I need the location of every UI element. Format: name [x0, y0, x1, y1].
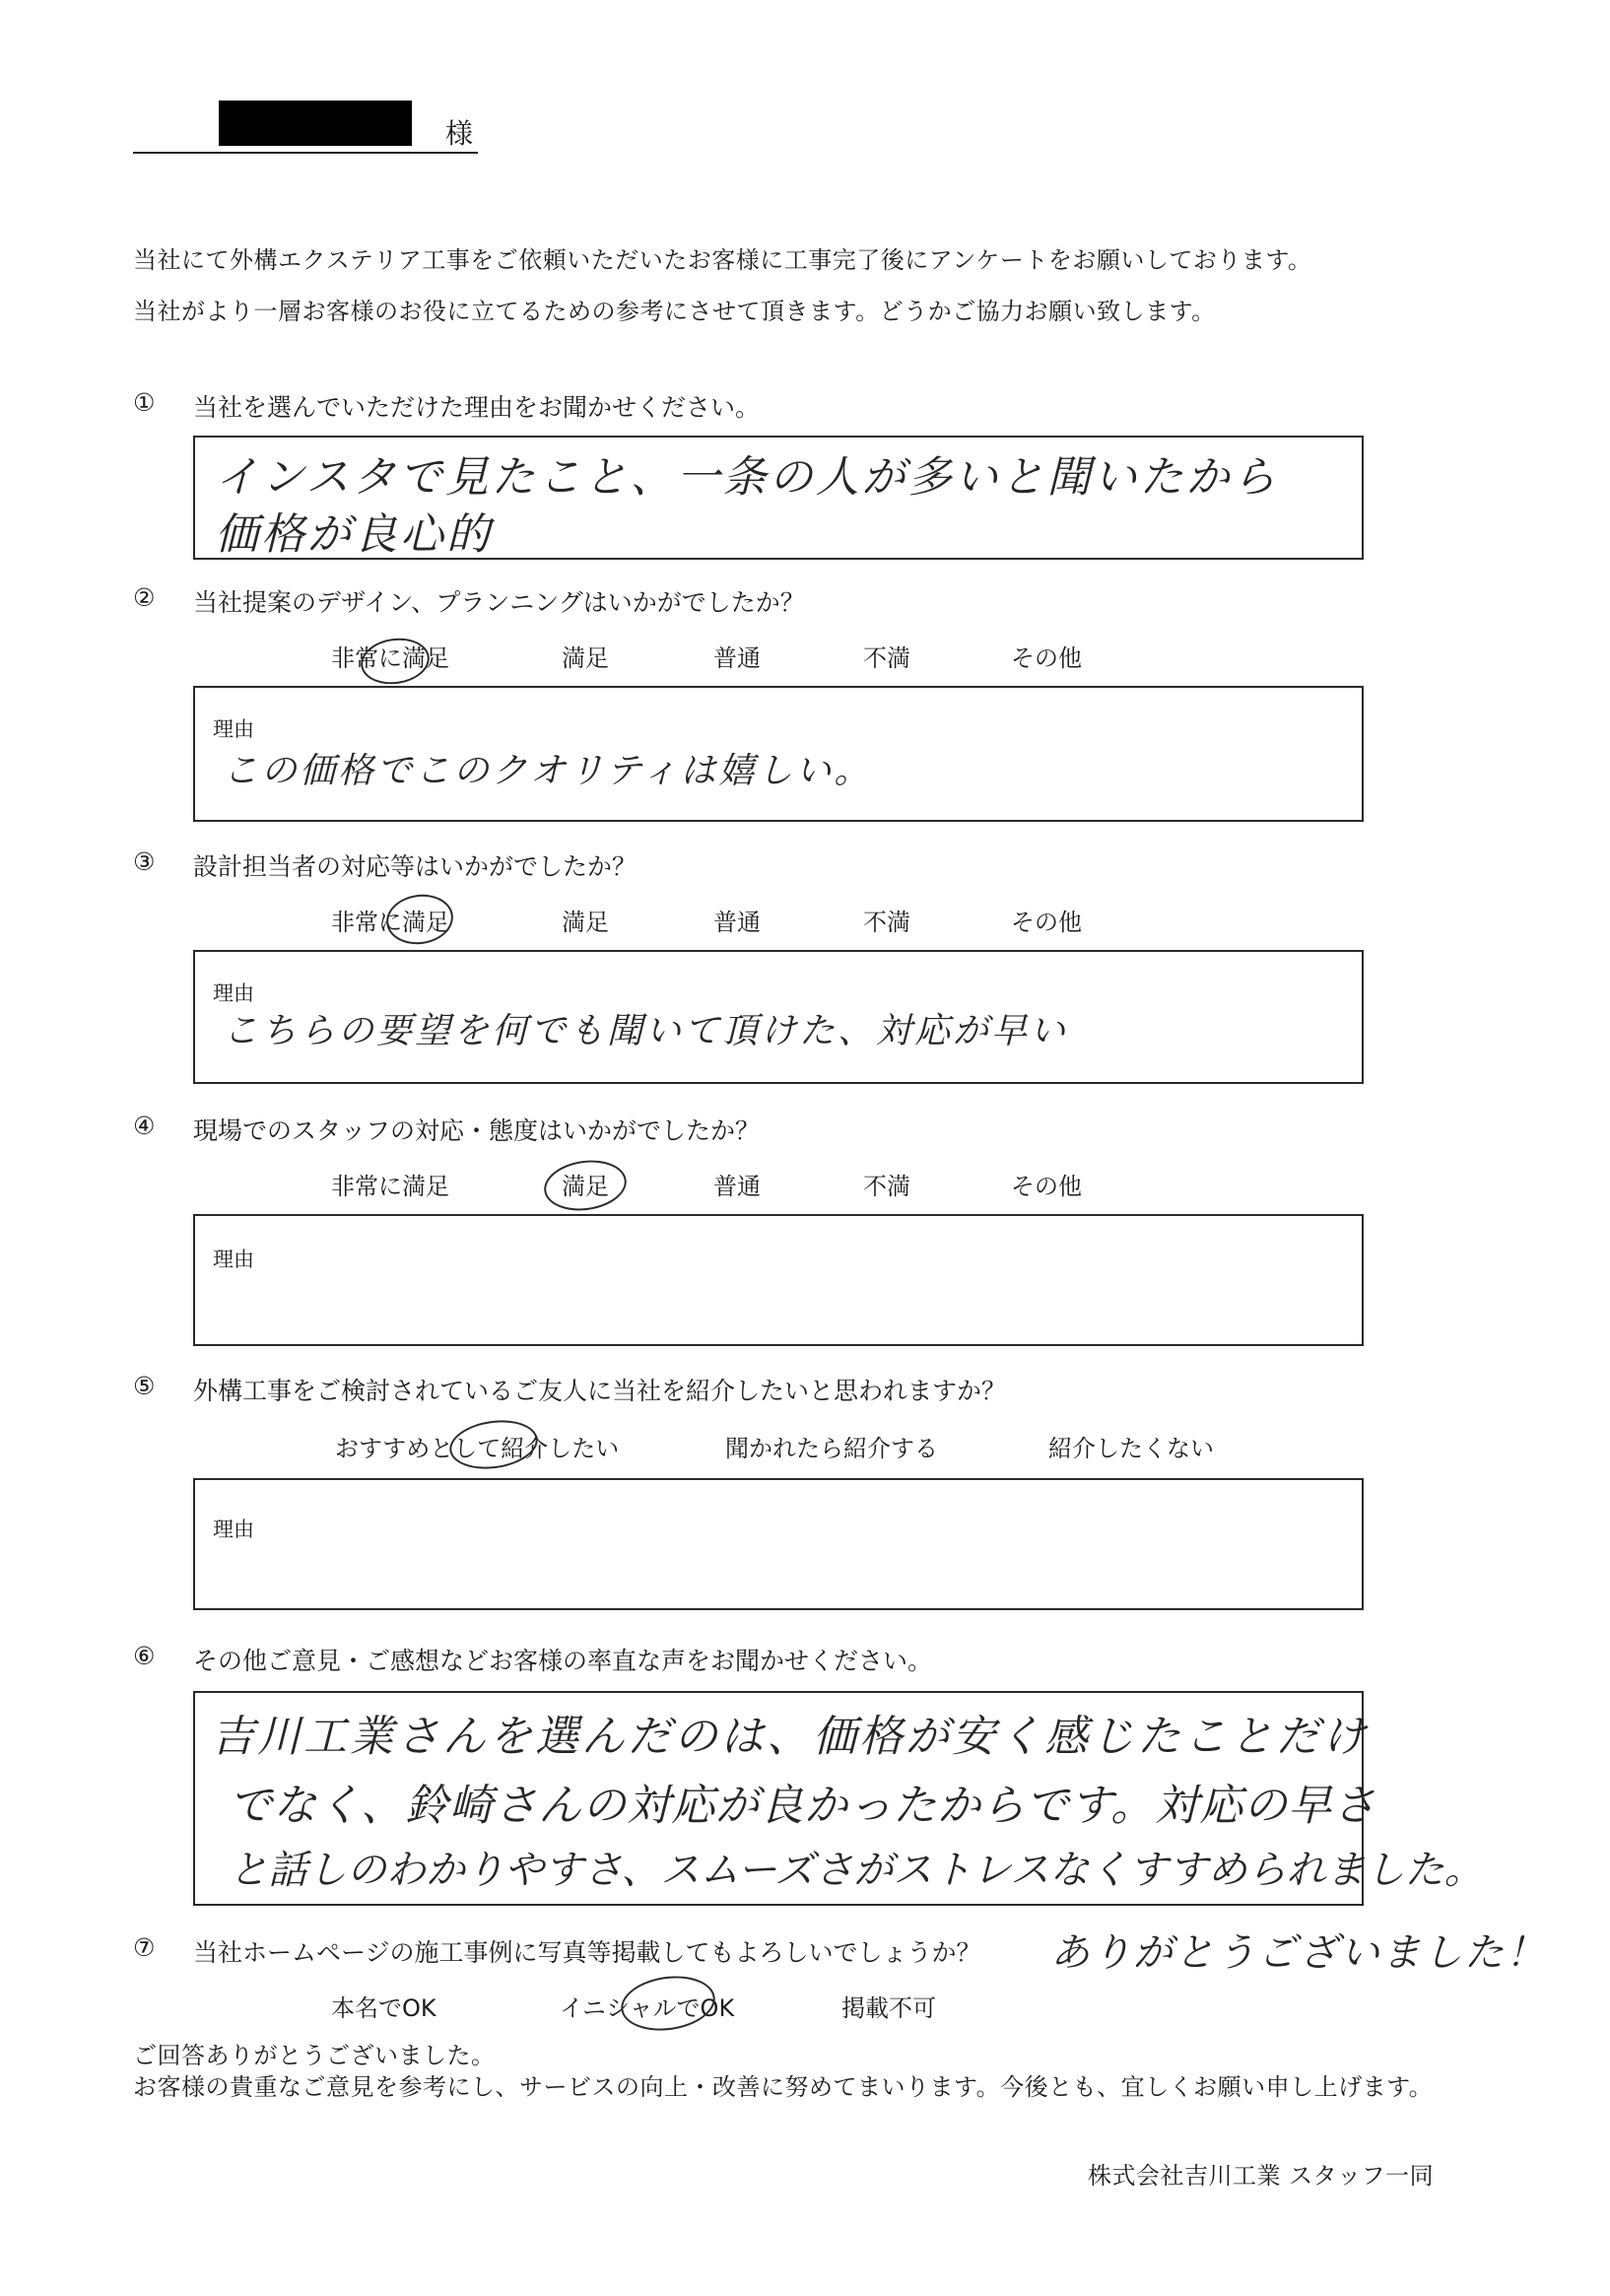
closing-message: お客様の貴重なご意見を参考にし、サービスの向上・改善に努めてまいります。今後とも、宜しくお願い申し上げます。 — [133, 2073, 1434, 2101]
q4-text: 現場でのスタッフの対応・態度はいかがでしたか？ — [193, 1116, 761, 1145]
q5-option-if-asked: 聞かれたら紹介する — [725, 1435, 938, 1462]
q4-option-other: その他 — [1011, 1173, 1082, 1200]
q6-answer-line-1: 吉川工業さんを選んだのは、価格が安く感じたことだけ — [211, 1712, 1369, 1762]
q2-reason-text: この価格でこのクオリティは嬉しい。 — [223, 751, 873, 791]
closing-thanks: ご回答ありがとうございました。 — [133, 2042, 496, 2069]
q4-reason-box — [193, 1214, 1364, 1346]
q7-selection-circle — [618, 1971, 719, 2037]
q2-reason-box — [193, 686, 1364, 822]
honorific: 様 — [445, 117, 474, 150]
q5-option-no: 紹介したくない — [1048, 1435, 1214, 1462]
q2-number: ② — [133, 583, 156, 612]
q1-text: 当社を選んでいただけた理由をお聞かせください。 — [193, 393, 761, 422]
q4-option-satisfied: 満足 — [562, 1173, 609, 1200]
q6-text: その他ご意見・ご感想などお客様の率直な声をお聞かせください。 — [193, 1647, 933, 1675]
q1-answer-line-1: インスタで見たこと、一条の人が多いと聞いたから — [215, 452, 1279, 503]
q3-number: ③ — [133, 847, 156, 876]
redacted-customer-name — [219, 101, 412, 146]
q5-selection-circle — [446, 1415, 541, 1474]
q3-option-normal: 普通 — [713, 909, 761, 936]
q3-reason-label: 理由 — [213, 981, 254, 1005]
q3-option-other: その他 — [1011, 909, 1082, 936]
q2-option-other: その他 — [1011, 644, 1082, 672]
q3-reason-box — [193, 950, 1364, 1084]
q3-option-dissatisfied: 不満 — [863, 909, 910, 936]
q2-option-normal: 普通 — [713, 644, 761, 672]
q3-option-very-satisfied: 非常に満足 — [331, 909, 449, 936]
q3-text: 設計担当者の対応等はいかがでしたか？ — [193, 852, 637, 881]
q4-option-dissatisfied: 不満 — [863, 1173, 910, 1200]
q2-text: 当社提案のデザイン、プランニングはいかがでしたか？ — [193, 588, 805, 617]
q2-option-satisfied: 満足 — [562, 644, 609, 672]
q5-option-recommend: おすすめとして紹介したい — [335, 1435, 620, 1462]
q6-answer-box — [193, 1691, 1484, 1906]
company-signature: 株式会社吉川工業 スタッフ一同 — [1088, 2162, 1435, 2190]
q1-answer-box — [193, 436, 1364, 560]
q7-option-real-name: 本名でOK — [331, 1994, 436, 2022]
q7-option-no-publish: 掲載不可 — [841, 1994, 936, 2022]
q4-selection-circle — [541, 1155, 630, 1215]
q3-option-satisfied: 満足 — [562, 909, 609, 936]
q5-reason-box — [193, 1478, 1364, 1610]
q6-answer-line-2: でなく、鈴崎さんの対応が良かったからです。対応の早さ — [229, 1781, 1377, 1831]
q3-reason-text: こちらの要望を何でも聞いて頂けた、対応が早い — [223, 1011, 1069, 1051]
q3-selection-circle — [383, 891, 456, 949]
q1-number: ① — [133, 388, 156, 417]
q2-reason-label: 理由 — [213, 717, 254, 741]
q5-reason-label: 理由 — [213, 1518, 254, 1541]
intro-line-1: 当社にて外構エクステリア工事をご依頼いただいたお客様に工事完了後にアンケートをお願いしております。 — [133, 246, 1312, 274]
q4-number: ④ — [133, 1112, 156, 1140]
q7-number: ⑦ — [133, 1933, 156, 1962]
q6-number: ⑥ — [133, 1642, 156, 1670]
q5-text: 外構工事をご検討されているご友人に当社を紹介したいと思われますか？ — [193, 1377, 1007, 1405]
q4-option-very-satisfied: 非常に満足 — [331, 1173, 449, 1200]
q4-reason-label: 理由 — [213, 1248, 254, 1271]
q2-option-very-satisfied: 非常に満足 — [331, 644, 449, 672]
q5-number: ⑤ — [133, 1372, 156, 1400]
q1-answer-line-2: 価格が良心的 — [215, 509, 493, 560]
q4-option-normal: 普通 — [713, 1173, 761, 1200]
q7-text: 当社ホームページの施工事例に写真等掲載してもよろしいでしょうか？ — [193, 1938, 981, 1967]
q7-option-initials: イニシャルでOK — [560, 1994, 735, 2022]
q6-answer-line-4: ありがとうございました！ — [1050, 1930, 1547, 1976]
name-underline — [133, 152, 478, 154]
intro-line-2: 当社がより一層お客様のお役に立てるための参考にさせて頂きます。どうかご協力お願い致します。 — [133, 298, 1216, 325]
q6-answer-line-3: と話しのわかりやすさ、スムーズさがストレスなくすすめられました。 — [229, 1848, 1484, 1893]
q2-option-dissatisfied: 不満 — [863, 644, 910, 672]
